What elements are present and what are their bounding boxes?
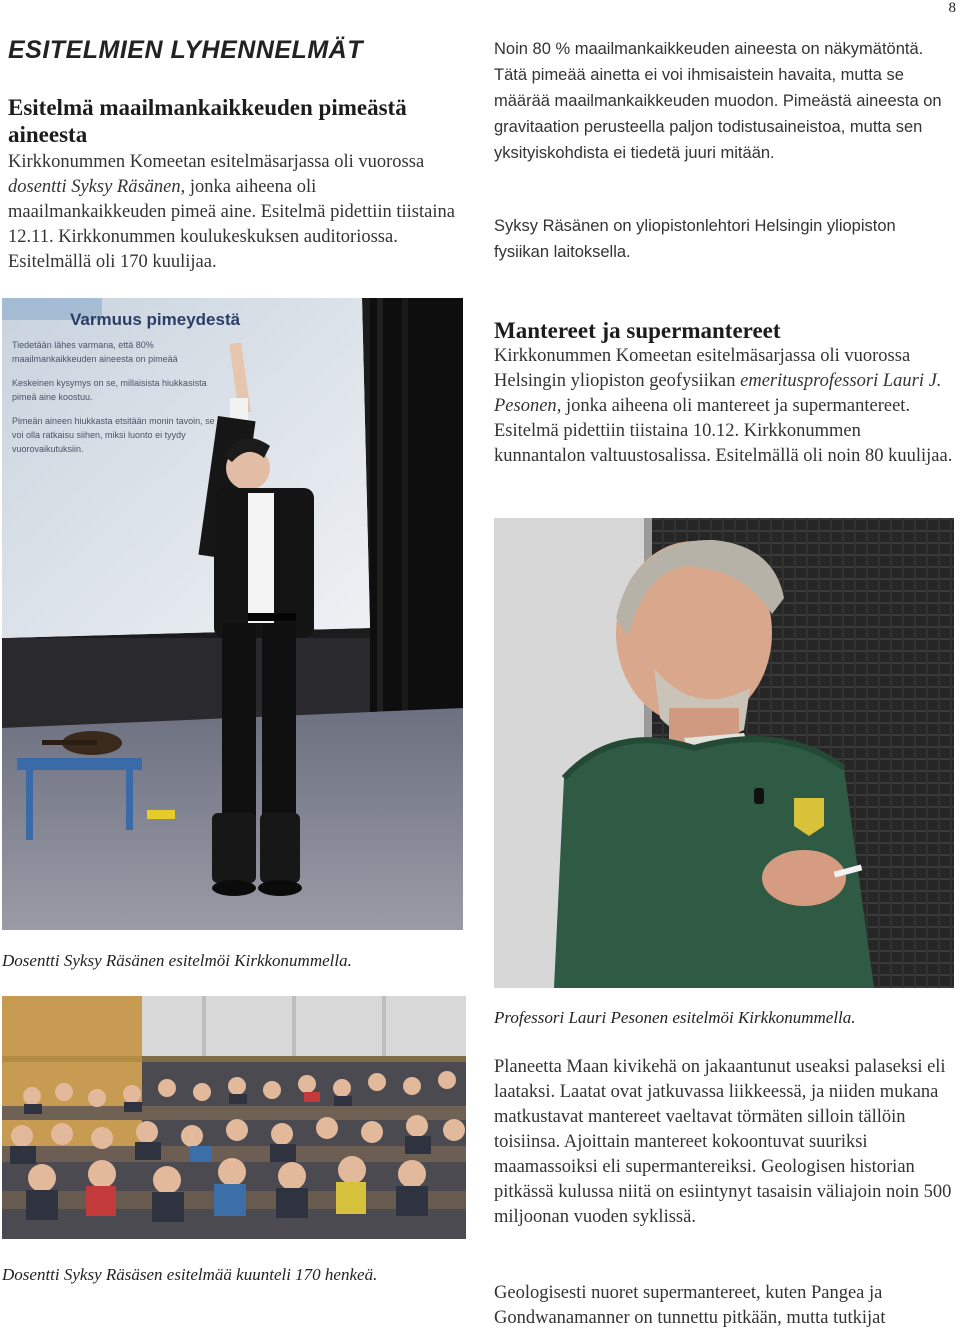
- article2-paragraph-1: Planeetta Maan kivikehä on jakaantunut useaksi palaseksi eli laataksi. Laatat ovat jatkuvassa liikkeessä, ja niiden mukana matkustavat mantereet vaeltavat törmäten silloin tällöin toisiinsa. Ajoittain mantereet kokoontuvat suuriksi maamassoiksi eli supermantereiksi. Geologisen historian pitkässä kulussa niitä on esiintynyt tasaisin väliajoin noin 500 miljoonan vuoden syklissä.: [494, 1057, 952, 1227]
- section-heading: ESITELMIEN LYHENNELMÄT: [8, 36, 363, 64]
- article2-intro: [494, 344, 954, 469]
- article1-intro-name: dosentti Syksy Räsänen: [8, 177, 181, 197]
- slide-text: [12, 306, 352, 456]
- article1-paragraph-1: Noin 80 % maailmankaikkeuden aineesta on näkymätöntä. Tätä pimeää ainetta ei voi ihmisaistein havaita, mutta se määrää maailmankaikkeuden muodon. Pimeästä aineesta on gravitaation perusteella paljon todistusaineistoa, mutta sen yksityiskohdista ei tiedetä juuri mitään.: [494, 40, 942, 162]
- article2-intro-name: emeritusprofessori Lauri J. Pesonen: [494, 371, 942, 416]
- article2-intro-part1: Kirkkonummen Komeetan esitelmäsarjassa oli vuorossa Helsingin yliopiston geofysiikan: [494, 346, 911, 391]
- photo-audience: [2, 996, 466, 1239]
- slide-title: Varmuus pimeydestä: [70, 310, 241, 329]
- photo3-caption: Professori Lauri Pesonen esitelmöi Kirkkonummella.: [494, 1008, 856, 1027]
- photo-lecturer-stage: [2, 298, 463, 930]
- audience-illustration: [2, 996, 466, 1239]
- article2-title: Mantereet ja supermantereet: [494, 318, 781, 343]
- slide-lines: [12, 338, 352, 456]
- article1-intro: [8, 150, 456, 275]
- slide-line: vuorovaikutuksiin.: [12, 444, 84, 454]
- slide-line: pimeä aine koostuu.: [12, 392, 93, 402]
- page-number: 8: [948, 0, 956, 16]
- photo2-caption: Dosentti Syksy Räsäsen esitelmää kuunteli 170 henkeä.: [2, 1265, 378, 1284]
- slide-line: maailmankaikkeuden aineesta on pimeää: [12, 354, 178, 364]
- photo-professor: [494, 518, 954, 988]
- article1-intro-part2: , jonka aiheena oli maailmankaikkeuden pimeä aine. Esitelmä pidettiin tiistaina 12.11. Kirkkonummen koulukeskuksen auditoriossa. Esitelmällä oli 170 kuulijaa.: [8, 177, 455, 272]
- article1-intro-part1: Kirkkonummen Komeetan esitelmäsarjassa oli vuorossa: [8, 152, 425, 172]
- article2-paragraph-2: Geologisesti nuoret supermantereet, kuten Pangea ja Gondwanamanner on tunnettu pitkään, mutta tutkijat: [494, 1283, 886, 1328]
- article1-paragraph-2: Syksy Räsänen on yliopistonlehtori Helsingin yliopiston fysiikan laitoksella.: [494, 217, 896, 261]
- article2-intro-part2: , jonka aiheena oli mantereet ja supermantereet. Esitelmä pidettiin tiistaina 10.12. Kirkkonummen kunnantalon valtuustosalissa. Esitelmällä oli noin 80 kuulijaa.: [494, 396, 953, 466]
- photo1-caption: Dosentti Syksy Räsänen esitelmöi Kirkkonummella.: [2, 951, 352, 970]
- slide-line: Pimeän aineen hiukkasta etsitään monin tavoin, se: [12, 416, 215, 426]
- professor-illustration: [494, 518, 954, 988]
- article1-title: Esitelmä maailmankaikkeuden pimeästä aineesta: [8, 95, 407, 147]
- slide-line: voi olla ratkaisu siihen, miksi luonto ei tyydy: [12, 430, 186, 440]
- slide-line: Keskeinen kysymys on se, millaisista hiukkasista: [12, 378, 207, 388]
- slide-line: Tiedetään lähes varmana, että 80%: [12, 340, 154, 350]
